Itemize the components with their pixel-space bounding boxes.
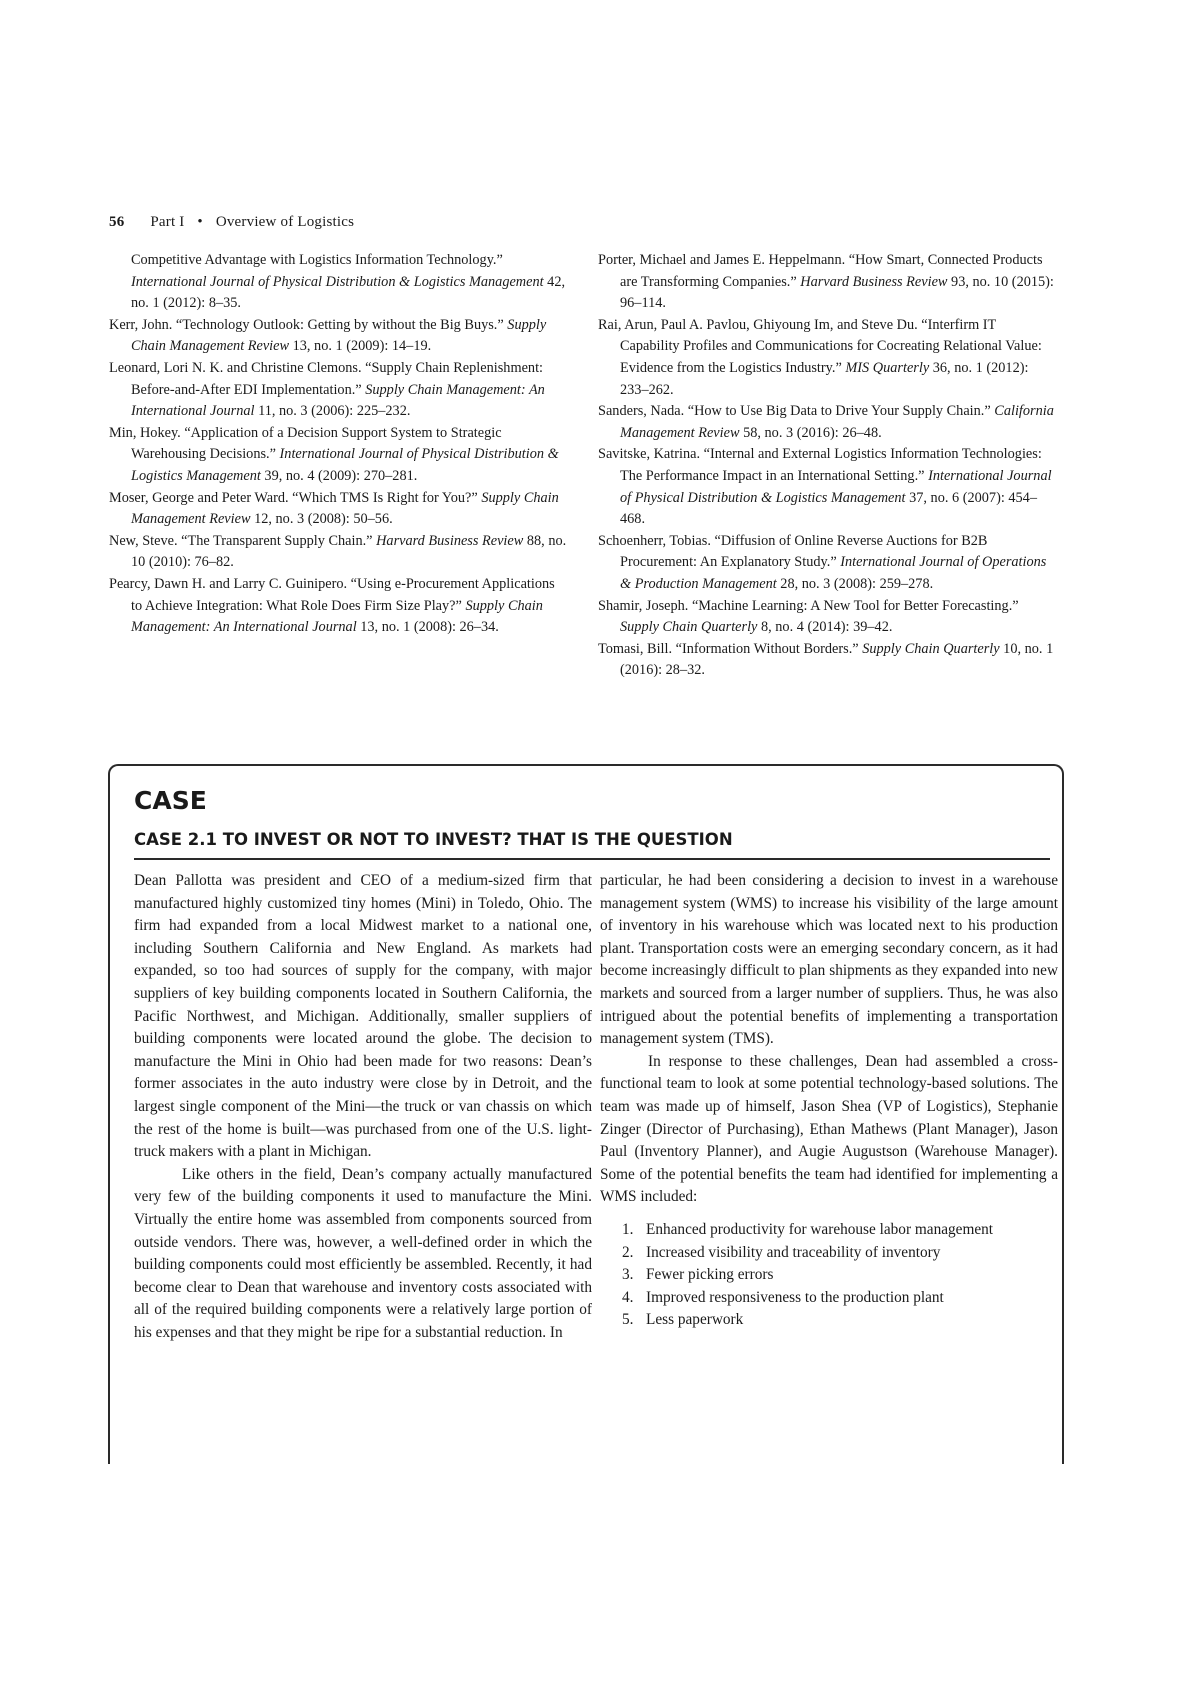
reference-source: Harvard Business Review <box>376 532 524 549</box>
reference-text: 36, no. 1 (2012): 233–262. <box>620 359 1029 398</box>
reference-text: 11, no. 3 (2006): 225–232. <box>254 403 411 420</box>
section-title: Overview of Logistics <box>215 214 355 230</box>
reference-text: Schoenherr, Tobias. “Diffusion of Online Reverse Auctions for B2B Procurement: An Explanatory Study.” <box>598 532 988 571</box>
reference-text: 39, no. 4 (2009): 270–281. <box>260 467 418 484</box>
reference-text: 42, no. 1 (2012): 8–35. <box>131 273 566 312</box>
case-right-column <box>600 870 1058 1332</box>
reference-text: Competitive Advantage with Logistics Information Technology.” <box>131 252 503 268</box>
reference-entry <box>109 315 567 358</box>
reference-text: Sanders, Nada. “How to Use Big Data to Drive Your Supply Chain.” <box>598 403 995 420</box>
reference-source: International Journal of Operations & Production Management <box>620 554 1047 592</box>
list-number: 4. <box>622 1288 634 1306</box>
reference-entry <box>109 423 567 488</box>
list-item <box>600 1264 1058 1287</box>
case-label: CASE <box>134 786 207 815</box>
case-paragraph: In response to these challenges, Dean had assembled a cross-functional team to look at some potential technology-based solutions. The team was made up of himself, Jason Shea (VP of Logistics), Stephanie Zinger (Director of Purchasing), Ethan Mathews (Plant Manager), Jason Paul (Inventory Planner), and Augie Augustson (Warehouse Manager). Some of the potential benefits the team had identified for implementing a WMS included: <box>600 1052 1058 1206</box>
list-text: Fewer picking errors <box>646 1266 774 1284</box>
reference-source: Supply Chain Management Review <box>131 489 559 528</box>
reference-text: Rai, Arun, Paul A. Pavlou, Ghiyoung Im, and Steve Du. “Interfirm IT Capability Profiles and Communications for Cocreating Relational Value: Evidence from the Logistics Industry.” <box>598 316 1042 376</box>
reference-source: International Journal of Physical Distribution & Logistics Management <box>131 273 544 290</box>
reference-entry <box>598 250 1056 315</box>
list-number: 3. <box>622 1266 634 1284</box>
page-number: 56 <box>109 214 125 230</box>
running-head-separator: • <box>197 214 203 230</box>
references-left-column <box>109 250 567 639</box>
case-paragraph: Like others in the field, Dean’s company actually manufactured very few of the building components it used to manufacture the Mini. Virtually the entire home was assembled from components sourced from outside vendors. There was, however, a well-defined order in which the building components could most efficiently be assembled. Recently, it had become clear to Dean that warehouse and inventory costs associated with all of the required building components were a relatively large portion of his expenses and that they might be ripe for a substantial reduction. In <box>134 1165 592 1341</box>
reference-entry <box>598 315 1056 401</box>
reference-source: Harvard Business Review <box>800 273 948 290</box>
reference-source: Supply Chain Quarterly <box>620 619 758 636</box>
reference-text: 10, no. 1 (2016): 28–32. <box>620 640 1054 679</box>
list-item <box>600 1219 1058 1242</box>
list-number: 5. <box>622 1311 634 1329</box>
reference-text: 28, no. 3 (2008): 259–278. <box>776 575 934 592</box>
running-head <box>109 214 354 231</box>
reference-text: 8, no. 4 (2014): 39–42. <box>757 619 893 636</box>
reference-entry <box>598 444 1056 530</box>
list-item <box>600 1287 1058 1310</box>
reference-text: 13, no. 1 (2009): 14–19. <box>289 338 432 355</box>
reference-text: Kerr, John. “Technology Outlook: Getting by without the Big Buys.” <box>109 316 508 333</box>
case-title: CASE 2.1 TO INVEST OR NOT TO INVEST? THAT IS THE QUESTION <box>134 830 733 849</box>
reference-source: Supply Chain Management Review <box>131 316 547 355</box>
reference-text: 93, no. 10 (2015): 96–114. <box>620 273 1054 312</box>
reference-text: Shamir, Joseph. “Machine Learning: A New Tool for Better Forecasting.” <box>598 597 1019 614</box>
reference-text: Porter, Michael and James E. Heppelmann. “How Smart, Connected Products are Transforming Companies.” <box>598 252 1043 290</box>
reference-source: Supply Chain Quarterly <box>862 640 1000 657</box>
case-divider <box>134 858 1050 860</box>
reference-entry <box>109 358 567 423</box>
case-paragraph: Dean Pallotta was president and CEO of a medium-sized firm that manufactured highly customized tiny homes (Mini) in Toledo, Ohio. The firm had expanded from a local Midwest market to a national one, including Southern California and New England. As markets had expanded, so too had sources of supply for the company, with major suppliers of key building components located in Southern California, the Pacific Northwest, and Michigan. Additionally, smaller suppliers of building components were located around the globe. The decision to manufacture the Mini in Ohio had been made for two reasons: Dean’s former associates in the auto industry were close by in Detroit, and the largest single component of the Mini—the truck or van chassis on which the rest of the home is built—was purchased from one of the U.S. light-truck makers with a plant in Michigan. <box>134 872 592 1161</box>
reference-entry <box>598 401 1056 444</box>
reference-text: 37, no. 6 (2007): 454–468. <box>620 489 1037 528</box>
reference-text: Savitske, Katrina. “Internal and External Logistics Information Technologies: The Performance Impact in an International Setting.” <box>598 446 1042 484</box>
list-item <box>600 1242 1058 1265</box>
reference-entry <box>109 574 567 639</box>
reference-text: Min, Hokey. “Application of a Decision Support System to Strategic Warehousing Decisions.” <box>109 424 502 463</box>
reference-source: California Management Review <box>620 403 1054 441</box>
reference-entry <box>109 531 567 574</box>
reference-source: International Journal of Physical Distribution & Logistics Management <box>620 467 1052 506</box>
reference-text: Pearcy, Dawn H. and Larry C. Guinipero. “Using e-Procurement Applications to Achieve Integration: What Role Does Firm Size Play?” <box>109 575 555 614</box>
list-text: Enhanced productivity for warehouse labor management <box>646 1220 994 1238</box>
list-item <box>600 1309 1058 1332</box>
list-text: Less paperwork <box>646 1311 744 1329</box>
reference-entry <box>598 531 1056 596</box>
reference-source: MIS Quarterly <box>845 359 930 376</box>
case-left-column <box>134 870 592 1344</box>
reference-text: Leonard, Lori N. K. and Christine Clemons. “Supply Chain Replenishment: Before-and-After EDI Implementation.” <box>109 359 544 398</box>
part-label: Part I <box>150 214 185 230</box>
reference-entry <box>109 488 567 531</box>
reference-text: 58, no. 3 (2016): 26–48. <box>739 424 882 441</box>
reference-entry <box>598 639 1056 682</box>
benefits-list <box>600 1219 1058 1332</box>
reference-text: 88, no. 10 (2010): 76–82. <box>131 532 567 571</box>
list-text: Increased visibility and traceability of inventory <box>646 1243 941 1261</box>
reference-text: New, Steve. “The Transparent Supply Chain.” <box>109 532 377 549</box>
list-number: 1. <box>622 1220 634 1238</box>
reference-text: 12, no. 3 (2008): 50–56. <box>250 511 393 528</box>
reference-entry <box>109 250 567 315</box>
case-box <box>108 764 1064 1464</box>
reference-source: Supply Chain Management: An International Journal <box>131 381 545 420</box>
reference-source: International Journal of Physical Distribution & Logistics Management <box>131 446 559 484</box>
reference-source: Supply Chain Management: An International Journal <box>131 597 543 636</box>
case-paragraph: particular, he had been considering a decision to invest in a warehouse management system (WMS) to increase his visibility of the large amount of inventory in his warehouse which was located next to his production plant. Transportation costs were an emerging secondary concern, as it had become increasingly difficult to plan shipments as they expanded into new markets and sourced from a larger number of suppliers. Thus, he was also intrigued about the potential benefits of implementing a transportation management system (TMS). <box>600 872 1058 1048</box>
reference-text: 13, no. 1 (2008): 26–34. <box>356 619 499 636</box>
list-text: Improved responsiveness to the production plant <box>646 1288 944 1306</box>
reference-text: Tomasi, Bill. “Information Without Borders.” <box>598 640 863 657</box>
references-right-column <box>598 250 1056 682</box>
list-number: 2. <box>622 1243 634 1261</box>
reference-entry <box>598 596 1056 639</box>
reference-text: Moser, George and Peter Ward. “Which TMS Is Right for You?” <box>109 489 482 506</box>
